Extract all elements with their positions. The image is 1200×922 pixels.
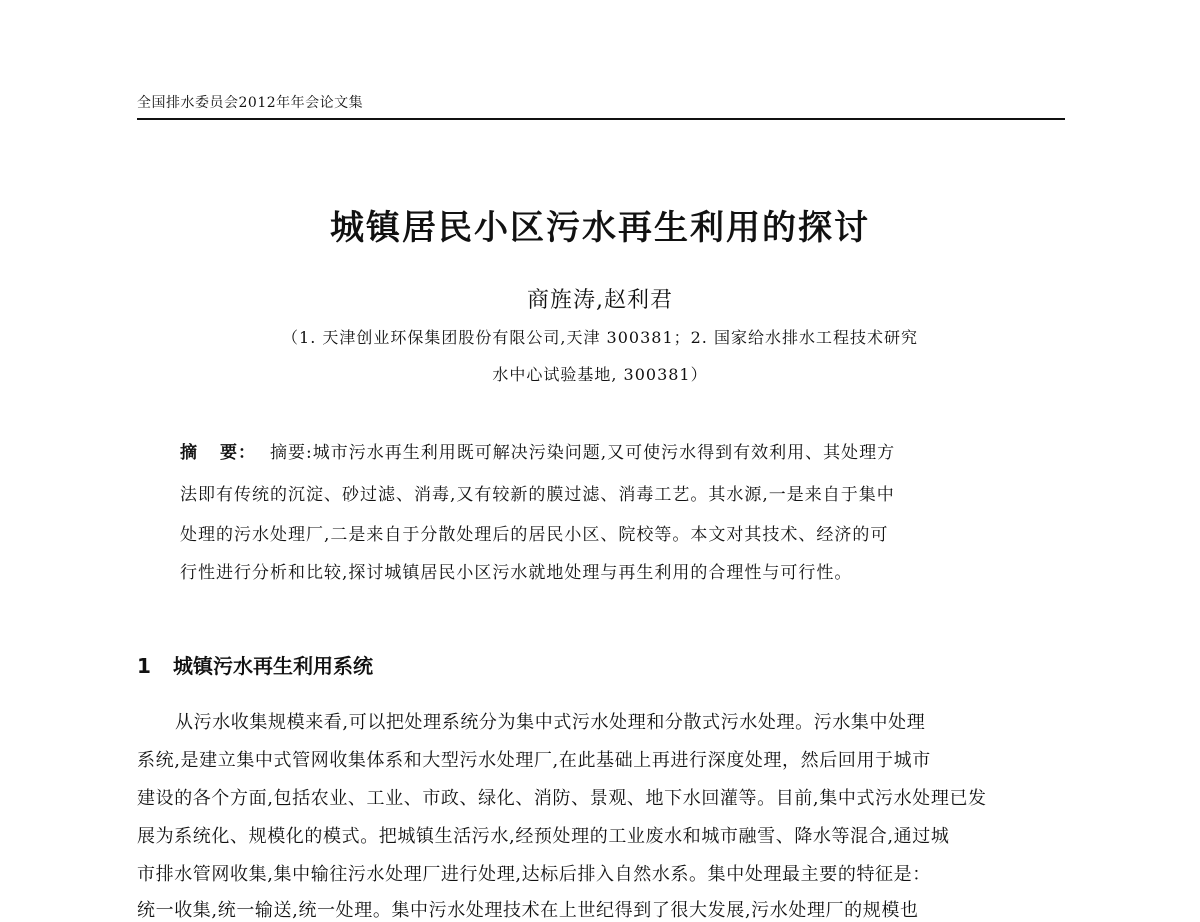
abstract-label: 摘 要： — [180, 443, 256, 463]
section-title: 城镇污水再生利用系统 — [173, 654, 373, 678]
body-line-2: 系统,是建立集中式管网收集体系和大型污水处理厂,在此基础上再进行深度处理，然后回用于城市 — [137, 750, 931, 771]
body-line-1: 从污水收集规模来看,可以把处理系统分为集中式污水处理和分散式污水处理。污水集中处理 — [175, 712, 926, 733]
journal-header: 全国排水委员会2012年年会论文集 — [137, 95, 364, 111]
affiliation-line-2: 水中心试验基地, 300381） — [492, 365, 708, 384]
section-heading — [137, 650, 373, 679]
abstract-line-1: 摘 要： 摘要:城市污水再生利用既可解决污染问题,又可使污水得到有效利用、其处理方 — [180, 443, 896, 463]
body-line-5: 市排水管网收集,集中输往污水处理厂进行处理,达标后排入自然水系。集中处理最主要的特征是： — [137, 864, 931, 885]
paper-authors: 商旌涛,赵利君 — [527, 288, 673, 313]
affiliation-line-1: （1. 天津创业环保集团股份有限公司,天津 300381；2. 国家给水排水工程技术研究 — [282, 328, 918, 347]
abstract-line-4: 行性进行分析和比较,探讨城镇居民小区污水就地处理与再生利用的合理性与可行性。 — [180, 563, 853, 583]
abstract-line-2: 法即有传统的沉淀、砂过滤、消毒,又有较新的膜过滤、消毒工艺。其水源,一是来自于集中 — [180, 485, 895, 505]
section-number: 1 — [137, 654, 151, 678]
paper-title: 城镇居民小区污水再生利用的探讨 — [330, 208, 870, 248]
header-divider — [137, 118, 1065, 120]
abstract-line-3: 处理的污水处理厂,二是来自于分散处理后的居民小区、院校等。本文对其技术、经济的可 — [180, 525, 889, 545]
body-line-3: 建设的各个方面,包括农业、工业、市政、绿化、消防、景观、地下水回灌等。目前,集中式污水处理已发 — [137, 788, 987, 809]
body-line-6: 统一收集,统一输送,统一处理。集中污水处理技术在上世纪得到了很大发展,污水处理厂的规模也 — [137, 900, 919, 921]
body-line-4: 展为系统化、规模化的模式。把城镇生活污水,经预处理的工业废水和城市融雪、降水等混合,通过城 — [137, 826, 950, 847]
